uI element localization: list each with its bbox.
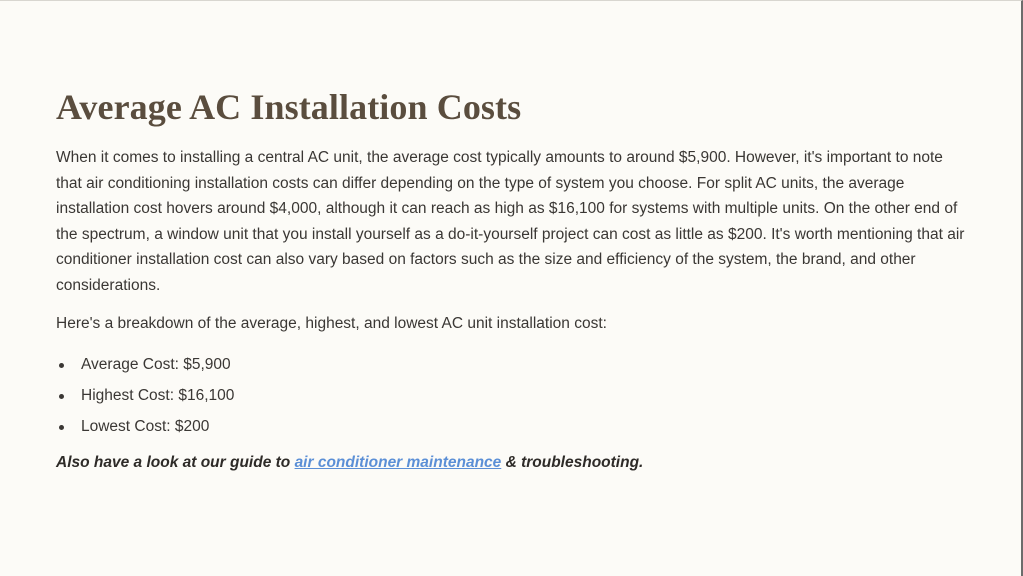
breakdown-lead: Here's a breakdown of the average, highest, and lowest AC unit installation cost:	[56, 315, 607, 332]
cost-list	[56, 353, 971, 439]
page-title: Average AC Installation Costs	[56, 87, 522, 127]
bullet-icon	[59, 394, 64, 399]
intro-paragraph: When it comes to installing a central AC unit, the average cost typically amounts to around $5,900. However, it's important to note that air conditioning installation costs can differ depending on the type of system you choose. For split AC units, the average installation cost hovers around $4,000, although it can reach as high as $16,100 for systems with multiple units. On the other end of the spectrum, a window unit that you install yourself as a do-it-yourself project can cost as little as $200. It's worth mentioning that air conditioner installation cost can also vary based on factors such as the size and efficiency of the system, the brand, and other considerations.	[56, 149, 965, 294]
maintenance-guide-link[interactable]: air conditioner maintenance	[294, 453, 502, 471]
bullet-icon	[59, 363, 64, 368]
list-item-text: Lowest Cost: $200	[81, 417, 210, 435]
bullet-icon	[59, 425, 64, 430]
guide-callout	[56, 451, 971, 475]
list-item-text: Highest Cost: $16,100	[81, 386, 235, 404]
callout-prefix: Also have a look at our guide to	[56, 453, 295, 471]
list-item-text: Average Cost: $5,900	[81, 355, 231, 373]
callout-suffix: & troubleshooting.	[501, 453, 644, 471]
list-item	[56, 384, 971, 408]
list-item	[56, 415, 971, 439]
list-item	[56, 353, 971, 377]
article	[56, 85, 971, 475]
